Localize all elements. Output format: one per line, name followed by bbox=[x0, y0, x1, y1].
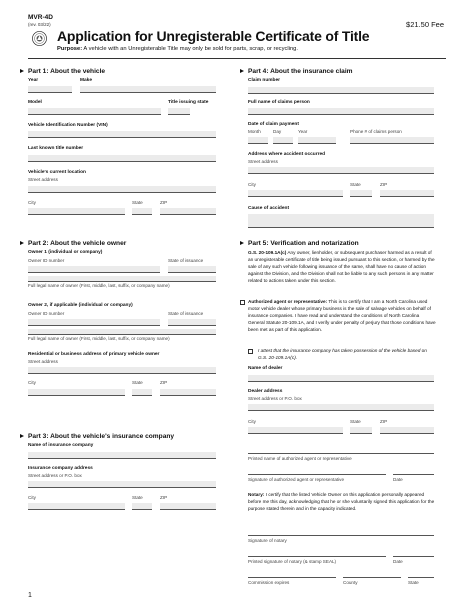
triangle-icon bbox=[20, 434, 24, 438]
claim-year-field[interactable] bbox=[298, 137, 336, 144]
vehicle-year-field[interactable] bbox=[28, 86, 72, 93]
page-title: Application for Unregisterable Certificate of Title bbox=[57, 28, 370, 44]
part4-date-claim-label: Date of claim payment bbox=[248, 122, 299, 127]
owner-city-field[interactable] bbox=[28, 389, 125, 396]
insurance-company-name-field[interactable] bbox=[28, 452, 216, 459]
part4-city-label: City bbox=[248, 182, 256, 187]
part3-company-name-label: Name of insurance company bbox=[28, 443, 94, 448]
part5-signature-notary-label: Signature of notary bbox=[248, 538, 287, 543]
part4-year-label: Year bbox=[298, 129, 308, 134]
signature-notary-line[interactable] bbox=[248, 535, 434, 536]
part5-signature-agent-label: Signature of authorized agent or representative bbox=[248, 477, 345, 482]
part5-county-label: County bbox=[343, 580, 358, 585]
part5-dealer-address-label: Dealer address bbox=[248, 389, 283, 394]
statute-ref: G.S. 20-109.1A(c) bbox=[248, 250, 287, 255]
vehicle-zip-field[interactable] bbox=[160, 208, 216, 215]
signature-agent-line[interactable] bbox=[248, 474, 386, 475]
page-number: 1 bbox=[28, 592, 32, 599]
part2-state-issuance-label: State of issuance bbox=[168, 258, 204, 263]
part5-city-label: City bbox=[248, 419, 256, 424]
part4-accident-address-label: Address where accident occurred bbox=[248, 152, 326, 157]
part1-year-label: Year bbox=[28, 78, 39, 83]
part2-heading: Part 2: About the vehicle owner bbox=[20, 240, 126, 247]
attest-paragraph bbox=[258, 347, 436, 361]
vehicle-model-field[interactable] bbox=[28, 108, 161, 115]
claims-phone-field[interactable] bbox=[350, 137, 434, 144]
part3-zip-label: ZIP bbox=[160, 495, 168, 500]
part4-cause-label: Cause of accident bbox=[248, 206, 290, 211]
statute-text: Any owner, lienholder, or subsequent purchaser harmed as a result of an unregisterable certificate of title being issued pursuant to this section, or harmed by the sale of any such vehicle following issuance of the same, shall have no cause of action against the Division, and the Division shall not be liable to any such persons in any matter related to actions taken under this section. bbox=[248, 250, 435, 283]
part2-state-label: State bbox=[132, 380, 143, 385]
part3-company-address-label: Insurance company address bbox=[28, 466, 93, 471]
part2-zip-label: ZIP bbox=[160, 380, 168, 385]
nc-state-seal-icon bbox=[32, 31, 47, 46]
vehicle-state-field[interactable] bbox=[132, 208, 152, 215]
agent-text: This is to certify that I am a North Carolina used motor vehicle dealer whose primary business is the sale of salvage vehicles on behalf of insurance companies. I have read and understand the conditions of North Carolina General Statute 20-109.1A, and I verify under penalty of perjury that those conditions have been met as part of this application. bbox=[248, 299, 436, 332]
accident-street-field[interactable] bbox=[248, 167, 434, 174]
accident-zip-field[interactable] bbox=[380, 190, 434, 197]
notary-text: I certify that the listed Vehicle Owner on this application personally appeared before me this day, acknowledging that he or she voluntarily signed this application for the purpose stated therein and in the capacity indicated. bbox=[248, 492, 435, 511]
owner-zip-field[interactable] bbox=[160, 389, 216, 396]
attest-checkbox[interactable] bbox=[248, 349, 253, 354]
statute-paragraph bbox=[248, 249, 436, 284]
part1-vin-label: Vehicle Identification Number (VIN) bbox=[28, 123, 108, 128]
printed-notary-line[interactable] bbox=[248, 556, 386, 557]
part5-date-label: Date bbox=[393, 477, 403, 482]
triangle-icon bbox=[20, 241, 24, 245]
fee-amount: $21.50 Fee bbox=[406, 20, 444, 29]
owner2-state-field[interactable] bbox=[168, 319, 216, 326]
accident-city-field[interactable] bbox=[248, 190, 343, 197]
part2-fullname2-label: Full legal name of owner (First, middle, last, suffix, or company name) bbox=[28, 336, 170, 341]
last-title-field[interactable] bbox=[28, 155, 216, 162]
part1-model-label: Model bbox=[28, 100, 42, 105]
part5-heading: Part 5: Verification and notarization bbox=[240, 240, 359, 247]
form-number: MVR-4D bbox=[28, 14, 53, 21]
dealer-name-field[interactable] bbox=[248, 375, 434, 382]
owner1-state-field[interactable] bbox=[168, 266, 216, 273]
part3-city-label: City bbox=[28, 495, 36, 500]
part1-city-label: City bbox=[28, 200, 36, 205]
notary-label: Notary: bbox=[248, 492, 265, 497]
title-state-field[interactable] bbox=[168, 108, 190, 115]
county-line[interactable] bbox=[343, 577, 401, 578]
cause-of-accident-field[interactable] bbox=[248, 214, 434, 228]
part2-state-issuance2-label: State of issuance bbox=[168, 311, 204, 316]
part2-owner2-label: Owner 2, if applicable (individual or company) bbox=[28, 303, 133, 308]
part4-zip-label: ZIP bbox=[380, 182, 388, 187]
vehicle-city-field[interactable] bbox=[28, 208, 125, 215]
claim-number-field[interactable] bbox=[248, 87, 434, 94]
part4-phone-label: Phone # of claims person bbox=[350, 129, 402, 134]
part3-state-label: State bbox=[132, 495, 143, 500]
notary-state-line[interactable] bbox=[408, 577, 434, 578]
agent-label: Authorized agent or representative: bbox=[248, 299, 328, 304]
dealer-street-field[interactable] bbox=[248, 404, 434, 411]
vehicle-street-field[interactable] bbox=[28, 186, 216, 193]
dealer-city-field[interactable] bbox=[248, 427, 343, 434]
owner1-id-field[interactable] bbox=[28, 266, 160, 273]
part1-make-label: Make bbox=[80, 78, 92, 83]
part2-residential-label: Residential or business address of primary vehicle owner bbox=[28, 352, 160, 357]
owner-street-field[interactable] bbox=[28, 367, 216, 374]
insurance-city-field[interactable] bbox=[28, 503, 125, 510]
triangle-icon bbox=[240, 69, 244, 73]
vehicle-make-field[interactable] bbox=[80, 86, 216, 93]
form-revision: (rev. 03/22) bbox=[28, 22, 51, 27]
claim-month-field[interactable] bbox=[248, 137, 268, 144]
part5-date2-label: Date bbox=[393, 559, 403, 564]
part5-state2-label: State bbox=[408, 580, 419, 585]
part4-day-label: Day bbox=[273, 129, 282, 134]
part1-location-label: Vehicle's current location bbox=[28, 170, 86, 175]
triangle-icon bbox=[240, 241, 244, 245]
part1-street-label: Street address bbox=[28, 177, 58, 182]
insurance-zip-field[interactable] bbox=[160, 503, 216, 510]
part2-owner1-label: Owner 1 (individual or company) bbox=[28, 250, 103, 255]
part4-heading: Part 4: About the insurance claim bbox=[240, 68, 353, 75]
part5-state-label: State bbox=[350, 419, 361, 424]
part4-street-label: Street address bbox=[248, 159, 278, 164]
agent-date-line[interactable] bbox=[393, 474, 434, 475]
part4-claims-person-label: Full name of claims person bbox=[248, 100, 310, 105]
part5-printed-notary-label: Printed signature of notary (& stamp SEAL) bbox=[248, 559, 337, 564]
part2-owner-id-label: Owner ID number bbox=[28, 258, 65, 263]
part3-street-po-label: Street address or P.O. box bbox=[28, 473, 82, 478]
owner1-name-field[interactable] bbox=[28, 276, 216, 282]
part5-dealer-name-label: Name of dealer bbox=[248, 366, 283, 371]
printed-agent-line[interactable] bbox=[248, 453, 434, 454]
part1-zip-label: ZIP bbox=[160, 200, 168, 205]
insurance-state-field[interactable] bbox=[132, 503, 152, 510]
agent-paragraph bbox=[248, 298, 436, 333]
part4-month-label: Month bbox=[248, 129, 261, 134]
insurance-street-field[interactable] bbox=[28, 481, 216, 488]
commission-line[interactable] bbox=[248, 577, 336, 578]
part4-state-label: State bbox=[350, 182, 361, 187]
notary-date-line[interactable] bbox=[393, 556, 434, 557]
attest-text: I attest that the insurance company has taken possession of the vehicle based on G.S. 20-109.1A(c). bbox=[258, 348, 427, 360]
part5-zip-label: ZIP bbox=[380, 419, 388, 424]
header-divider bbox=[28, 58, 446, 59]
part1-heading: Part 1: About the vehicle bbox=[20, 68, 105, 75]
part2-city-label: City bbox=[28, 380, 36, 385]
owner2-id-field[interactable] bbox=[28, 319, 160, 326]
part5-street-po-label: Street address or P.O. box bbox=[248, 396, 302, 401]
part2-fullname-label: Full legal name of owner (First, middle, last, suffix, or company name) bbox=[28, 283, 170, 288]
part1-state-label: State bbox=[132, 200, 143, 205]
accident-state-field[interactable] bbox=[350, 190, 372, 197]
claim-day-field[interactable] bbox=[273, 137, 293, 144]
notary-paragraph bbox=[248, 491, 436, 512]
part1-title-state-label: Title issuing state bbox=[168, 100, 209, 105]
part2-owner2-id-label: Owner ID number bbox=[28, 311, 65, 316]
claims-person-field[interactable] bbox=[248, 108, 434, 115]
purpose-label: Purpose: bbox=[57, 46, 83, 52]
part5-printed-agent-label: Printed name of authorized agent or representative bbox=[248, 456, 352, 461]
owner2-name-field[interactable] bbox=[28, 329, 216, 335]
triangle-icon bbox=[20, 69, 24, 73]
part5-commission-label: Commission expires bbox=[248, 580, 290, 585]
part3-heading: Part 3: About the vehicle's insurance company bbox=[20, 433, 174, 440]
part4-claim-number-label: Claim number bbox=[248, 78, 280, 83]
owner-state-field[interactable] bbox=[132, 389, 152, 396]
purpose-line bbox=[57, 46, 298, 52]
dealer-state-field[interactable] bbox=[350, 427, 372, 434]
dealer-zip-field[interactable] bbox=[380, 427, 434, 434]
vin-field[interactable] bbox=[28, 131, 216, 138]
purpose-text: A vehicle with an Unregisterable Title may only be sold for parts, scrap, or recycling. bbox=[83, 46, 299, 52]
part2-street-label: Street address bbox=[28, 359, 58, 364]
part1-last-title-label: Last known title number bbox=[28, 146, 84, 151]
agent-checkbox[interactable] bbox=[240, 300, 245, 305]
